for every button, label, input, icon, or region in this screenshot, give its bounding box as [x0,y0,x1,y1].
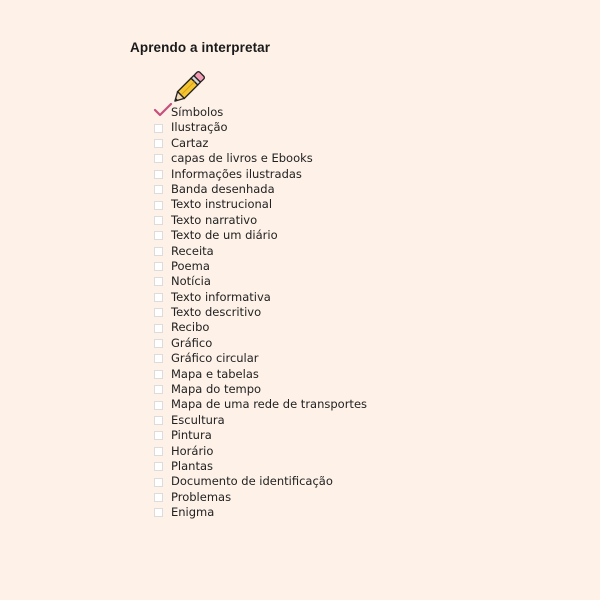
checklist-item-label: Mapa de uma rede de transportes [171,397,368,412]
checklist-item-label: Plantas [171,458,214,473]
checklist-item[interactable] [150,474,367,489]
checkbox[interactable] [154,185,163,194]
checklist-item[interactable] [150,320,367,335]
checklist-item-label: Problemas [171,489,232,504]
checklist-item[interactable] [150,182,367,197]
checklist-item-label: Poema [171,258,210,273]
checklist-item-label: Mapa e tabelas [171,366,259,381]
checklist-item-label: Texto narrativo [171,212,258,227]
checklist [150,105,367,521]
checklist-item[interactable] [150,459,367,474]
checklist-item[interactable] [150,336,367,351]
pencil-icon [168,70,206,108]
checklist-item-label: capas de livros e Ebooks [171,151,313,166]
checklist-item-label: Mapa do tempo [171,382,262,397]
checklist-item[interactable] [150,274,367,289]
checklist-item-label: Texto descritivo [171,305,262,320]
checklist-item-label: Enigma [171,505,215,520]
checkbox[interactable] [154,478,163,487]
checklist-item[interactable] [150,305,367,320]
checklist-item-label: Texto de um diário [171,228,278,243]
checkbox[interactable] [154,216,163,225]
checklist-item[interactable] [150,213,367,228]
checkbox[interactable] [154,416,163,425]
checkbox[interactable] [154,401,163,410]
checklist-item-label: Notícia [171,274,211,289]
checklist-item-label: Gráfico circular [171,351,259,366]
checklist-item-label: Gráfico [171,335,213,350]
checkbox[interactable] [154,493,163,502]
checklist-item[interactable] [150,397,367,412]
checklist-item[interactable] [150,120,367,135]
checkbox[interactable] [154,201,163,210]
checklist-item-label: Cartaz [171,135,209,150]
checklist-item[interactable] [150,444,367,459]
checkbox[interactable] [154,139,163,148]
checkmark-icon [153,103,173,117]
page-title: Aprendo a interpretar [130,40,271,55]
checklist-item-label: Símbolos [171,105,224,119]
checkbox[interactable] [154,262,163,271]
checkbox[interactable] [154,247,163,256]
checklist-item-label: Receita [171,243,214,258]
checkbox[interactable] [154,277,163,286]
checklist-item[interactable] [150,505,367,520]
checklist-item-label: Ilustração [171,120,228,135]
checkbox[interactable] [154,339,163,348]
checklist-item-label: Pintura [171,428,212,443]
checklist-item-label: Documento de identificação [171,474,333,489]
checkbox[interactable] [154,354,163,363]
checklist-item-label: Banda desenhada [171,181,275,196]
checklist-item[interactable] [150,351,367,366]
checklist-item-label: Recibo [171,320,210,335]
checkbox-checked[interactable] [154,108,163,117]
checklist-item[interactable] [150,244,367,259]
checkbox[interactable] [154,462,163,471]
checklist-item-label: Escultura [171,412,225,427]
checklist-item-label: Texto informativa [171,289,271,304]
checkbox[interactable] [154,370,163,379]
checklist-item[interactable] [150,197,367,212]
checkbox[interactable] [154,170,163,179]
checklist-item[interactable] [150,490,367,505]
checklist-item[interactable] [150,105,367,120]
checkbox[interactable] [154,431,163,440]
checkbox[interactable] [154,231,163,240]
checkbox[interactable] [154,508,163,517]
checklist-item[interactable] [150,151,367,166]
checklist-item[interactable] [150,259,367,274]
checkbox[interactable] [154,447,163,456]
checklist-item[interactable] [150,136,367,151]
checkbox[interactable] [154,154,163,163]
checklist-item-label: Informações ilustradas [171,166,302,181]
checklist-item-label: Texto instrucional [171,197,273,212]
checkbox[interactable] [154,308,163,317]
checkbox[interactable] [154,385,163,394]
checkbox[interactable] [154,124,163,133]
checklist-item-label: Horário [171,443,214,458]
checkbox[interactable] [154,293,163,302]
checklist-item[interactable] [150,367,367,382]
checklist-item[interactable] [150,428,367,443]
checklist-item[interactable] [150,167,367,182]
checklist-item[interactable] [150,290,367,305]
checklist-item[interactable] [150,228,367,243]
checkbox[interactable] [154,324,163,333]
checklist-item[interactable] [150,413,367,428]
checklist-item[interactable] [150,382,367,397]
